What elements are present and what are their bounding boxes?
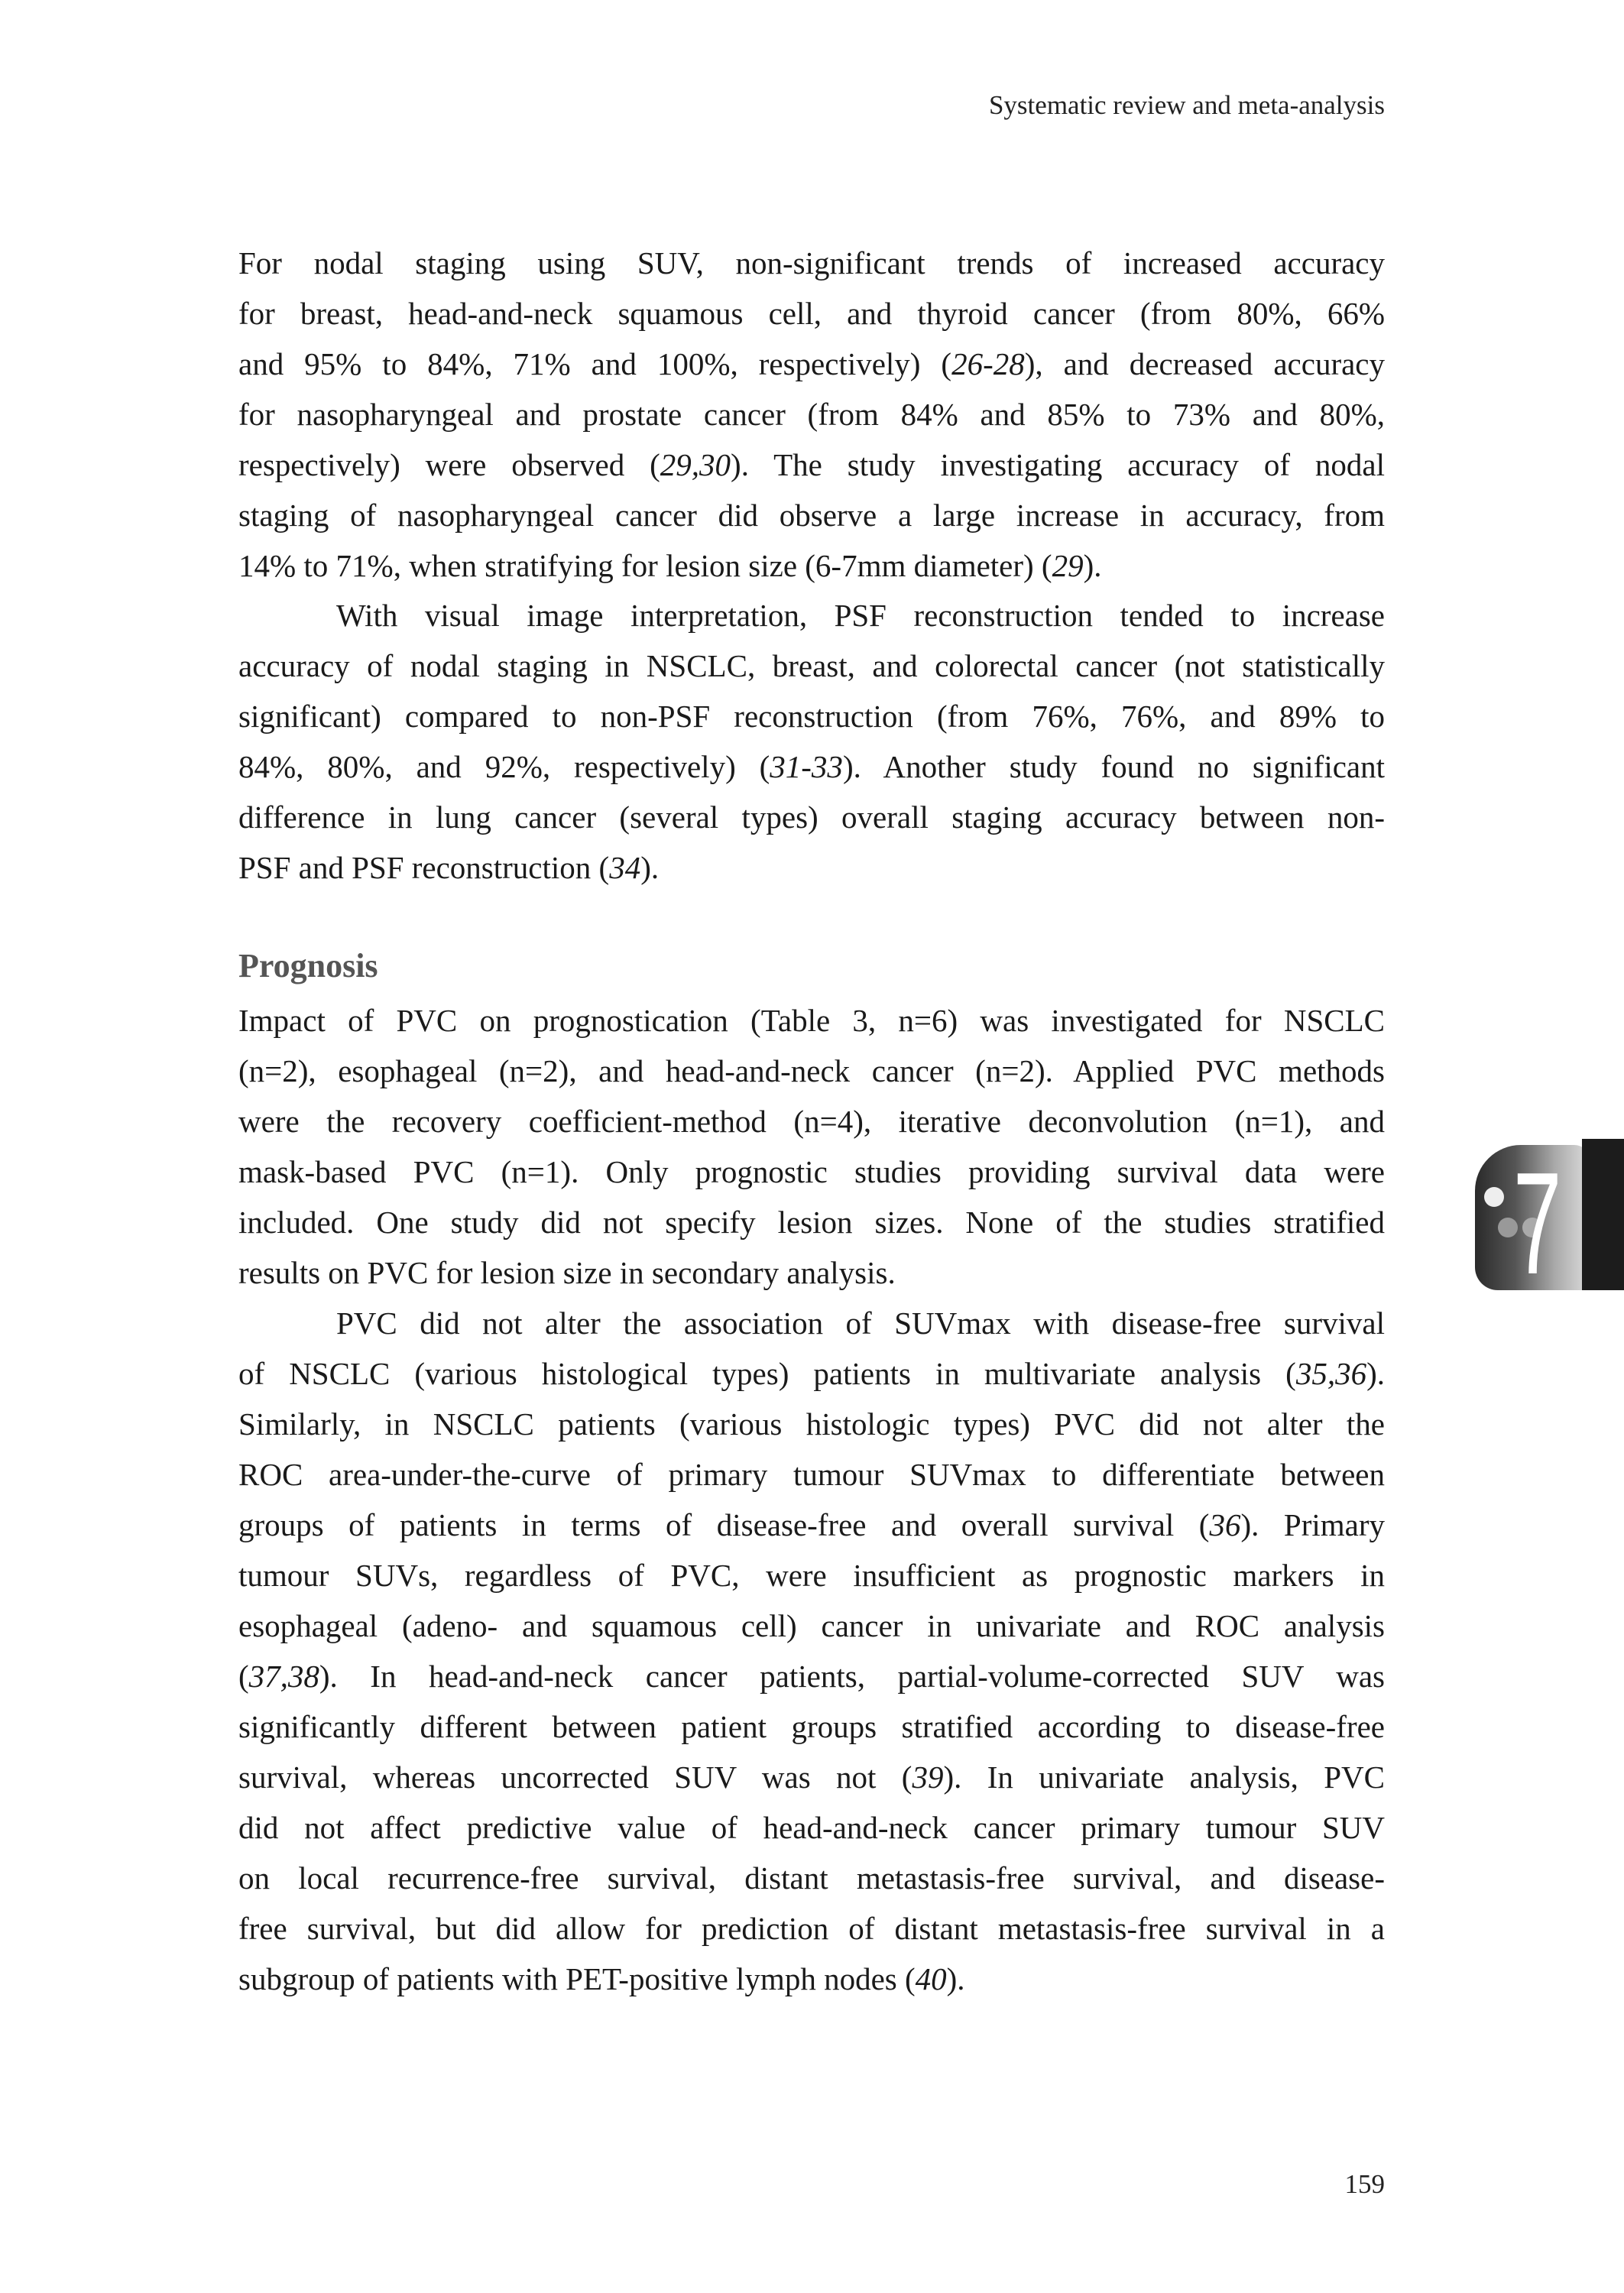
- citation-reference: 35,36: [1295, 1356, 1367, 1391]
- text-segment: ). In univariate analysis, PVC: [943, 1759, 1385, 1795]
- text-segment: staging of nasopharyngeal cancer did observe a large increase in accuracy, from: [238, 498, 1385, 533]
- text-segment: ). In head-and-neck cancer patients, partial-volume-corrected SUV was: [319, 1659, 1385, 1694]
- text-line: [238, 995, 1385, 1046]
- text-line: [238, 590, 1385, 641]
- paragraph-nodal-staging-suv: [238, 238, 1385, 591]
- text-line: [238, 842, 1385, 893]
- text-segment: of NSCLC (various histological types) patients in multivariate analysis (: [238, 1356, 1296, 1391]
- text-line: [238, 1752, 1385, 1802]
- text-segment: subgroup of patients with PET-positive lymph nodes (: [238, 1961, 916, 1996]
- text-segment: Impact of PVC on prognostication (Table 3, n=6) was investigated for NSCLC: [238, 1003, 1385, 1038]
- text-segment: were the recovery coefficient-method (n=4), iterative deconvolution (n=1), and: [238, 1104, 1385, 1139]
- text-line: [238, 389, 1385, 439]
- text-line: [238, 490, 1385, 540]
- text-line: [238, 1550, 1385, 1601]
- citation-reference: 29,30: [660, 447, 731, 482]
- text-line: [238, 1701, 1385, 1752]
- text-line: [238, 540, 1385, 591]
- text-line: [238, 288, 1385, 339]
- text-segment: for breast, head-and-neck squamous cell, and thyroid cancer (from 80%, 66%: [238, 296, 1385, 331]
- citation-reference: 37,38: [248, 1659, 319, 1694]
- text-segment: mask-based PVC (n=1). Only prognostic studies providing survival data were: [238, 1154, 1385, 1189]
- chapter-tab-bar: [1582, 1139, 1624, 1290]
- text-segment: results on PVC for lesion size in secondary analysis.: [238, 1255, 896, 1290]
- citation-reference: 29: [1052, 548, 1084, 583]
- section-heading-prognosis: Prognosis: [238, 947, 378, 984]
- text-line: [238, 1046, 1385, 1096]
- text-segment: respectively) were observed (: [238, 447, 660, 482]
- chapter-number: 7: [1513, 1143, 1562, 1305]
- text-line: [238, 1853, 1385, 1903]
- text-segment: With visual image interpretation, PSF reconstruction tended to increase: [336, 598, 1385, 633]
- text-line: [238, 792, 1385, 842]
- text-line: [238, 439, 1385, 490]
- text-segment: difference in lung cancer (several types) overall staging accuracy between non-: [238, 799, 1385, 835]
- text-line: [238, 1146, 1385, 1197]
- text-segment: ), and decreased accuracy: [1024, 346, 1385, 381]
- paragraph-visual-interpretation: [238, 590, 1385, 893]
- text-segment: 14% to 71%, when stratifying for lesion size (6-7mm diameter) (: [238, 548, 1052, 583]
- text-segment: ).: [640, 850, 660, 885]
- chapter-tab: [1471, 1137, 1624, 1305]
- text-segment: did not affect predictive value of head-and-neck cancer primary tumour SUV: [238, 1810, 1385, 1845]
- text-line: [238, 1954, 1385, 2004]
- headlight-icon: [1484, 1187, 1504, 1207]
- text-segment: for nasopharyngeal and prostate cancer (from 84% and 85% to 73% and 80%,: [238, 397, 1385, 432]
- text-line: [238, 238, 1385, 288]
- text-line: [238, 1348, 1385, 1399]
- text-segment: groups of patients in terms of disease-free and overall survival (: [238, 1507, 1210, 1542]
- text-line: [238, 1247, 1385, 1298]
- text-segment: ROC area-under-the-curve of primary tumour SUVmax to differentiate between: [238, 1457, 1385, 1492]
- text-line: [238, 1651, 1385, 1701]
- text-line: [238, 339, 1385, 389]
- text-line: [238, 1197, 1385, 1247]
- text-segment: ). The study investigating accuracy of nodal: [731, 447, 1385, 482]
- text-segment: ). Another study found no significant: [842, 749, 1385, 784]
- text-segment: (n=2), esophageal (n=2), and head-and-neck cancer (n=2). Applied PVC methods: [238, 1053, 1385, 1088]
- text-segment: ).: [1366, 1356, 1385, 1391]
- text-segment: Similarly, in NSCLC patients (various histologic types) PVC did not alter the: [238, 1406, 1385, 1442]
- text-line: [238, 1601, 1385, 1651]
- text-line: [238, 641, 1385, 691]
- text-segment: For nodal staging using SUV, non-significant trends of increased accuracy: [238, 245, 1385, 281]
- running-head: Systematic review and meta-analysis: [988, 90, 1385, 120]
- text-segment: on local recurrence-free survival, distant metastasis-free survival, and disease-: [238, 1860, 1385, 1896]
- text-segment: significantly different between patient groups stratified according to disease-free: [238, 1709, 1385, 1744]
- text-segment: 84%, 80%, and 92%, respectively) (: [238, 749, 770, 784]
- citation-reference: 36: [1209, 1507, 1241, 1542]
- text-segment: free survival, but did allow for prediction of distant metastasis-free survival in a: [238, 1911, 1385, 1946]
- text-segment: tumour SUVs, regardless of PVC, were insufficient as prognostic markers in: [238, 1558, 1385, 1593]
- citation-reference: 39: [912, 1759, 944, 1795]
- text-segment: included. One study did not specify lesion sizes. None of the studies stratified: [238, 1205, 1385, 1240]
- citation-reference: 26-28: [951, 346, 1025, 381]
- text-line: [238, 1096, 1385, 1146]
- text-line: [238, 1903, 1385, 1954]
- text-segment: ).: [946, 1961, 965, 1996]
- text-segment: significant) compared to non-PSF reconstruction (from 76%, 76%, and 89% to: [238, 699, 1385, 734]
- text-segment: PSF and PSF reconstruction (: [238, 850, 610, 885]
- text-line: [238, 1298, 1385, 1348]
- text-segment: esophageal (adeno- and squamous cell) cancer in univariate and ROC analysis: [238, 1608, 1385, 1643]
- text-segment: accuracy of nodal staging in NSCLC, breast, and colorectal cancer (not statistically: [238, 648, 1385, 683]
- citation-reference: 31-33: [770, 749, 843, 784]
- text-segment: ). Primary: [1240, 1507, 1385, 1542]
- page-number: 159: [1344, 2169, 1385, 2199]
- text-line: [238, 1802, 1385, 1853]
- text-line: [238, 1449, 1385, 1500]
- text-segment: and 95% to 84%, 71% and 100%, respectively) (: [238, 346, 952, 381]
- text-line: [238, 691, 1385, 741]
- text-segment: (: [238, 1659, 249, 1694]
- text-line: [238, 741, 1385, 792]
- citation-reference: 40: [915, 1961, 947, 1996]
- citation-reference: 34: [609, 850, 641, 885]
- text-segment: survival, whereas uncorrected SUV was not (: [238, 1759, 912, 1795]
- text-segment: PVC did not alter the association of SUVmax with disease-free survival: [336, 1305, 1385, 1341]
- text-segment: ).: [1083, 548, 1102, 583]
- text-line: [238, 1399, 1385, 1449]
- paragraph-prognosis-results: [238, 1298, 1385, 2004]
- paragraph-prognosis-intro: [238, 995, 1385, 1298]
- text-line: [238, 1500, 1385, 1550]
